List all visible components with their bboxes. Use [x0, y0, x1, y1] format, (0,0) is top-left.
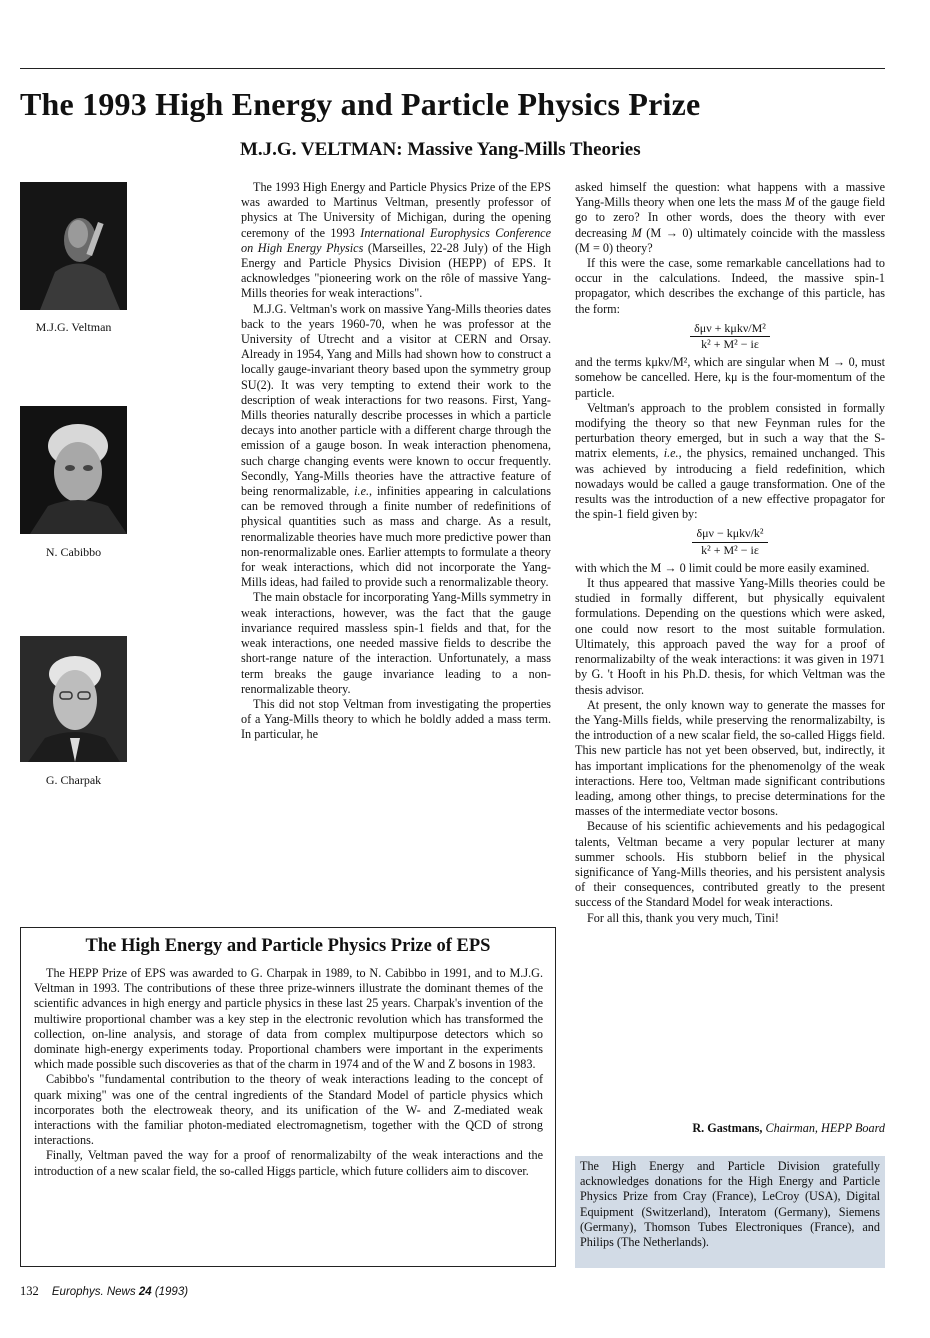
article-column-2	[575, 180, 885, 926]
charpak-caption: G. Charpak	[45, 773, 102, 787]
box-text	[34, 966, 543, 1179]
article-column-1	[241, 180, 551, 743]
col2-paragraph: At present, the only known way to generate the masses for the Yang-Mills fields, while preserving the renormalizabilty, is the introduction of a new scalar field, the so-called Higgs field. This new particle has not yet been observed, but, indirectly, it has important implications for the phenomenolgy of the weak interactions. Here too, Veltman made significant contributions leading, among other things, to precise determinations for the masses of the intermediate vector bosons.	[575, 697, 885, 819]
col2-paragraph: with which the M → 0 limit could be more easily examined.	[575, 560, 870, 575]
veltman-caption: M.J.G. Veltman	[35, 320, 112, 334]
cabibbo-photo	[20, 406, 127, 534]
col2-paragraph: Because of his scientific achievements and his pedagogical talents, Veltman became a very popular lecturer at many summer schools. His stubborn belief in the physical significance of Yang-Mills theories, and his persistent analysis of their consequences, contributed greatly to the present success of the Standard Model for weak interactions.	[575, 819, 885, 910]
page-title: The 1993 High Energy and Particle Physics Prize	[20, 86, 701, 122]
signature	[575, 1121, 885, 1136]
propagator-formula-2: $\frac{\text{δμν − kμkν/k²}}{\text{k² + M² − iε}}$	[575, 526, 885, 557]
top-rule	[20, 68, 885, 69]
prize-sidebar-box	[20, 927, 556, 1267]
charpak-photo	[20, 636, 127, 762]
article-subtitle: M.J.G. VELTMAN: Massive Yang-Mills Theories	[240, 139, 641, 160]
col2-paragraph: If this were the case, some remarkable cancellations had to occur in the calculations. Indeed, the massive spin-1 propagator, which describes the exchange of this particle, has the form:	[575, 256, 885, 316]
box-title: The High Energy and Particle Physics Prize of EPS	[85, 936, 491, 956]
col1-paragraph: This did not stop Veltman from investigating the properties of a Yang-Mills theory to which he boldly added a mass term. In particular, he	[241, 696, 551, 742]
page-footer	[20, 1284, 188, 1299]
veltman-photo	[20, 182, 127, 310]
propagator-formula-1: $\frac{\text{δμν + kμkν/M²}}{\text{k² + M² − iε}}$	[575, 321, 885, 352]
col1-paragraph: The 1993 High Energy and Particle Physics Prize of the EPS was awarded to Martinus Veltman, presently professor of physics at The University of Michigan, during the opening ceremony of the 1993 International Europhysics Conference on High Energy Physics (Marseilles, 22-28 July) of the High Energy and Particle Physics Division (HEPP) of EPS. It acknowledges "pioneering work on the rôle of massive Yang-Mills theories for weak interactions".	[241, 180, 552, 301]
signature-role: Chairman, HEPP Board	[765, 1121, 885, 1135]
box-paragraph: Cabibbo's "fundamental contribution to the theory of weak interactions leading to the concept of quark mixing" was one of the central ingredients of the Standard Model of particle physics which incorporates both the electroweak theory, and its unification of the W- and Z-mediated weak interactions with the familiar photon-mediated electromagnetism, together with the QCD of strong interactions.	[34, 1072, 543, 1148]
cabibbo-caption: N. Cabibbo	[45, 545, 102, 559]
sponsor-acknowledgement: The High Energy and Particle Division gratefully acknowledges donations for the High Energy and Particle Physics Prize from Cray (France), LeCroy (USA), Digital Equipment (Switzerland), Interatom (Germany), Siemens (Germany), Thomson Tubes Electroniques (France), and Philips (The Netherlands).	[575, 1156, 885, 1268]
box-paragraph: Finally, Veltman paved the way for a proof of renormalizabilty of the weak interactions and the introduction of a new scalar field, the so-called Higgs particle, which future colliders aim to discover.	[34, 1148, 543, 1178]
col2-paragraph: It thus appeared that massive Yang-Mills theories could be studied in formally different, but physically equivalent formulations. Depending on the questions which were asked, one could now resort to the most suitable formulation. Ultimately, this approach paved the way for a proof of renormalizabilty of the weak interactions: it was given in 1971 by G. 't Hooft in his Ph.D. thesis, for which Veltman was the thesis advisor.	[575, 576, 885, 697]
journal-citation: Europhys. News 24 (1993)	[51, 1286, 189, 1298]
page-number: 132	[20, 1284, 39, 1298]
col2-paragraph: Veltman's approach to the problem consisted in formally modifying the theory so that new Feynman rules for the perturbation theory emerged, but in such a way that the S-matrix elements, i.e., the physics, remained unchanged. This was achieved by introducing a field redefinition, which nowadays would be called a gauge transformation. One of the results was the introduction of a new effective propagator for the spin-1 field given by:	[575, 400, 885, 522]
box-paragraph: The HEPP Prize of EPS was awarded to G. Charpak in 1989, to N. Cabibbo in 1991, and to M.J.G. Veltman in 1993. The contributions of these three prize-winners illustrate the dominant themes of the scientific advances in high energy and particle physics in these last 25 years. Charpak's invention of the multiwire proportional chamber was a key step in the electronic revolution which has transformed the collection, on-line analysis, and storage of data from complex multipurpose detectors which so dominate high-energy experiments today. Proportional chambers were important in the experiments which made possible such discoveries as that of the charm in 1974 and of the W and Z bosons in 1983.	[34, 966, 543, 1072]
col1-paragraph: M.J.G. Veltman's work on massive Yang-Mills theories dates back to the years 1960-70, when he was professor at the University of Utrecht and a visitor at CERN and Orsay. Already in 1954, Yang and Mills had shown how to construct a locally gauge-invariant theory based upon the symmetry group SU(2). It was very tempting to extend their work to the description of weak interactions for two reasons. First, Yang-Mills theories naturally describe processes in which a particle decays into another particle with a different charge through the emission of a gauge boson. In weak interaction phenomena, such charge changing events were known to occur frequently. Secondly, Yang-Mills theories have the attractive feature of being renormalizable, i.e., infinities appearing in calculations can be removed through a finite number of redefinitions of physical quantities such as mass and charge. As a result, renormalizable theories have much more predictive power than non-renormalizable ones. Earlier attempts to formulate a theory for weak interactions, which did not incorporate the Yang-Mills ideas, had failed to provide such a renormalizable theory.	[241, 301, 551, 590]
signature-name: R. Gastmans,	[692, 1121, 763, 1135]
col2-paragraph: asked himself the question: what happens with a massive Yang-Mills theory when one lets the mass M of the gauge field go to zero? In other words, does the theory with ever decreasing M (M → 0) ultimately coincide with the massless (M = 0) theory?	[575, 180, 886, 255]
col1-paragraph: The main obstacle for incorporating Yang-Mills symmetry in weak interactions, however, was the fact that the gauge invariance required massless spin-1 fields and that, for the weak interactions, one needed massive fields to describe the short-range nature of the interaction. Unfortunately, a mass term breaks the gauge invariance leading to a non-renormalizable theory.	[241, 590, 551, 696]
col2-paragraph: and the terms kμkν/M², which are singular when M → 0, must somehow be cancelled. Here, kμ is the four-momentum of the particle.	[575, 355, 886, 400]
col2-paragraph: For all this, thank you very much, Tini!	[587, 910, 779, 925]
